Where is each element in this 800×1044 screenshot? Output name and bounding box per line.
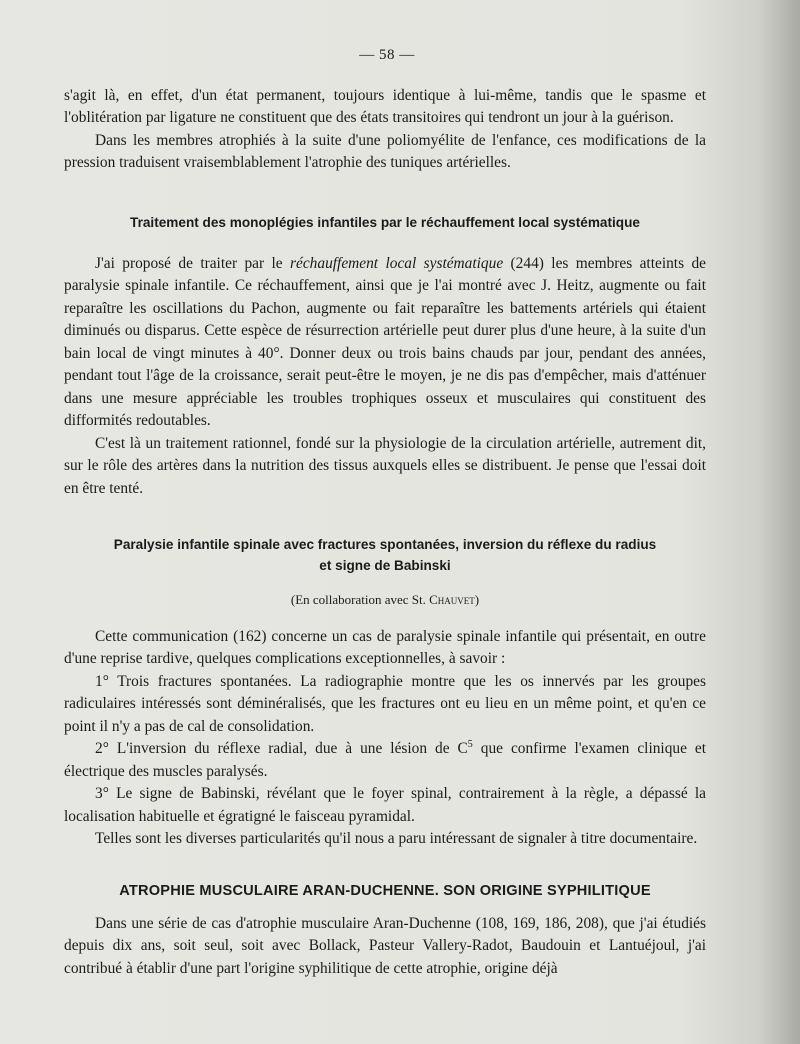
reflex-text-rest: que confirme l'examen clinique et électrique des muscles paralysés.	[64, 740, 706, 780]
collab-suffix: )	[474, 592, 480, 607]
paragraph-case-intro: Cette communication (162) concerne un cas de paralysie spinale infantile qui présentait, en outre d'une reprise tardive, quelques complications exceptionnelles, à savoir :	[64, 627, 706, 667]
paragraph-continuation: s'agit là, en effet, d'un état permanent, toujours identique à lui-même, tandis que le spasme et l'oblitération par ligature ne constituent que des états transitoires qui tendront un jour à la guérison.	[64, 86, 706, 126]
paragraph-aran-duchenne: Dans une série de cas d'atrophie musculaire Aran-Duchenne (108, 169, 186, 208), que j'ai étudiés depuis dix ans, soit seul, soit avec Bollack, Pasteur Vallery-Radot, Baudouin et Lantuéjoul, j'ai contribué à établir d'une part l'origine syphilitique de cette atrophie, origine déjà	[64, 914, 706, 977]
paragraph-treatment-proposal	[64, 253, 706, 433]
page-content	[64, 44, 706, 980]
page-number: — 58 —	[359, 47, 415, 63]
paragraph-atrophy-pressure: Dans les membres atrophiés à la suite d'une poliomyélite de l'enfance, ces modifications de la pression traduisent vraisemblablement l'atrophie des tuniques artérielles.	[64, 131, 706, 171]
treatment-text-start: J'ai proposé de traiter par le	[95, 254, 291, 272]
heading-line-1: Paralysie infantile spinale avec fractures spontanées, inversion du réflexe du radius	[113, 537, 657, 552]
heading-line-2: et signe de Babinski	[319, 558, 451, 573]
section-heading-paralysis	[64, 534, 706, 576]
paragraph-particularities: Telles sont les diverses particularités qu'il nous a paru intéressant de signaler à titre documentaire.	[95, 830, 698, 847]
treatment-text-rest: (244) les membres atteints de paralysie spinale infantile. Ce réchauffement, ainsi que je l'ai montré avec J. Heitz, augmente ou fait reparaître les oscillations du Pachon, augmente ou fait reparaître les battements artériels qui étaient diminués ou disparus. Cette espèce de résurrection artérielle peut durer plus d'une heure, à la suite d'un bain local de vingt minutes à 40°. Donner deux ou trois bains chauds par jour, pendant des années, pendant tout l'âge de la croissance, serait peut-être le moyen, je ne dis pas d'empêcher, mais d'atténuer dans une mesure appréciable les troubles trophiques osseux et musculaires qui constituent des difformités redoutables.	[64, 254, 706, 429]
collab-prefix: (En collaboration avec St.	[290, 592, 430, 607]
list-item-reflex	[64, 738, 706, 783]
paragraph-treatment-rationale: C'est là un traitement rationnel, fondé sur la physiologie de la circulation artérielle, autrement dit, sur le rôle des artères dans la nutrition des tissus auxquels elles se distribuent. Je pense que l'essai doit en être tenté.	[64, 434, 706, 497]
section-heading-atrophy: ATROPHIE MUSCULAIRE ARAN-DUCHENNE. SON ORIGINE SYPHILITIQUE	[119, 882, 651, 899]
treatment-emphasis: réchauffement local systématique	[290, 254, 504, 272]
collab-author: Chauvet	[429, 592, 475, 607]
list-item-fractures: 1° Trois fractures spontanées. La radiographie montre que les os innervés par les groupes radiculaires intéressés sont déminéralisés, que les fractures ont eu lieu en un même point, et qu'en ce point il n'y a pas de cal de consolidation.	[64, 672, 706, 735]
collaboration-note	[64, 589, 706, 612]
list-item-babinski: 3° Le signe de Babinski, révélant que le foyer spinal, contrairement à la règle, a dépassé la localisation habituelle et égratigné le faisceau pyramidal.	[64, 785, 706, 825]
section-heading-treatment: Traitement des monoplégies infantiles par le réchauffement local systématique	[130, 214, 640, 230]
reflex-superscript: 5	[467, 738, 473, 750]
reflex-text-start: 2° L'inversion du réflexe radial, due à une lésion de C	[95, 740, 468, 757]
